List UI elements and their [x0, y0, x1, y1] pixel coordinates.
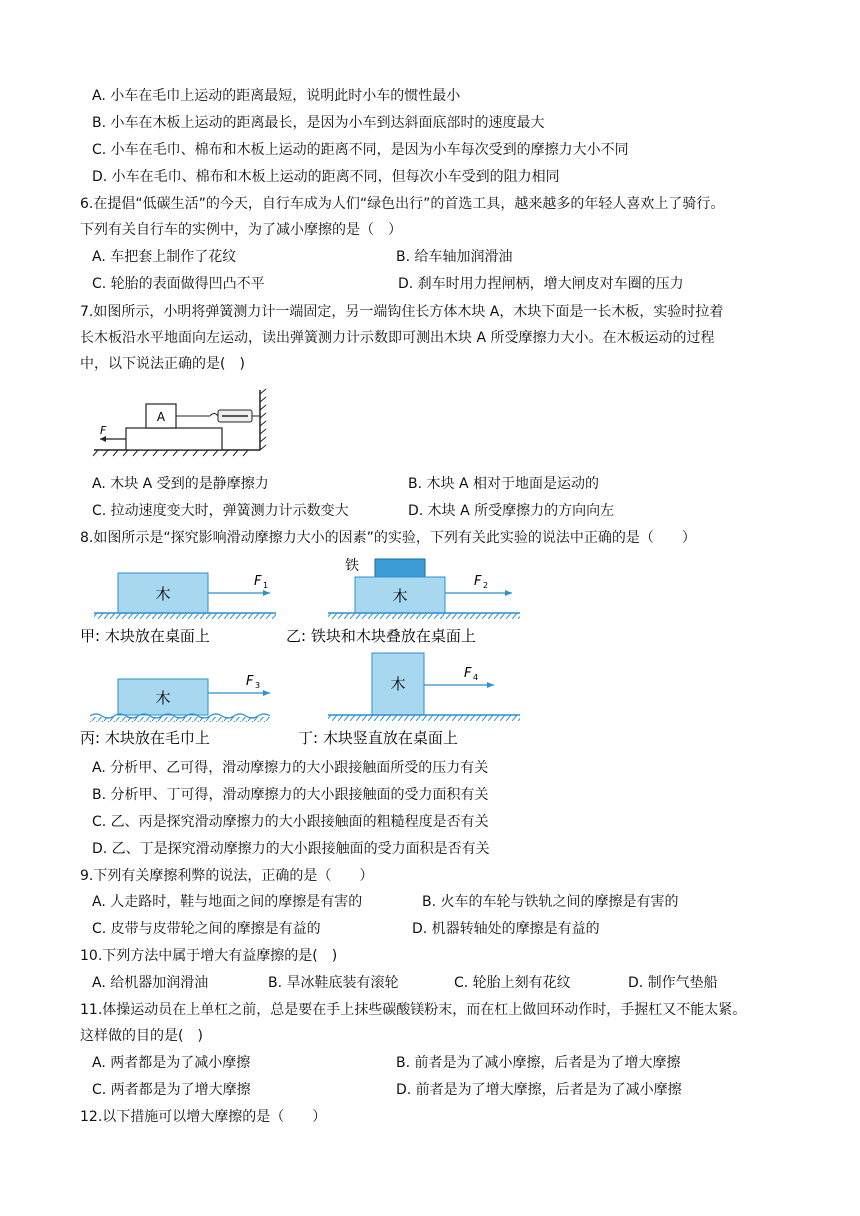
yi-force-label: F	[474, 574, 482, 589]
caption-jia: 甲: 木块放在桌面上	[80, 627, 210, 645]
q6-stem-line1: 6.在提倡“低碳生活”的今天，自行车成为人们“绿色出行”的首选工具，越来越多的年轻人喜欢上了骑行。	[80, 196, 725, 212]
q6-option-b: B. 给车轴加润滑油	[396, 249, 513, 265]
panel-ding	[298, 653, 520, 747]
q12-stem: 12.以下措施可以增大摩擦的是（ ）	[80, 1109, 327, 1125]
q8-figure	[80, 553, 560, 749]
block-a-label: A	[156, 410, 166, 424]
q9-stem: 9.下列有关摩擦利弊的说法，正确的是（ ）	[80, 868, 374, 884]
q7-option-b: B. 木块 A 相对于地面是运动的	[408, 476, 599, 492]
q7-option-c: C. 拉动速度变大时，弹簧测力计示数变大	[92, 503, 349, 519]
q6-stem-line2: 下列有关自行车的实例中，为了减小摩擦的是（ ）	[80, 222, 402, 238]
q5-option-a: A. 小车在毛巾上运动的距离最短，说明此时小车的惯性最小	[92, 88, 461, 104]
q6-option-a: A. 车把套上制作了花纹	[92, 249, 237, 265]
panel-bing	[80, 674, 270, 747]
q7-figure	[90, 388, 270, 460]
force-f-label: F	[100, 424, 107, 437]
q11-stem-line1: 11.体操运动员在上单杠之前，总是要在手上抹些碳酸镁粉末，而在杠上做回环动作时，手握杠又不能太紧。	[80, 1002, 747, 1018]
bing-force-label: F	[246, 674, 254, 689]
q10-option-b: B. 旱冰鞋底装有滚轮	[268, 975, 399, 991]
jia-wood-label: 木	[155, 585, 171, 603]
caption-ding: 丁: 木块竖直放在桌面上	[298, 729, 458, 747]
ding-force-sub: 4	[473, 673, 479, 682]
q11-option-c: C. 两者都是为了增大摩擦	[92, 1082, 251, 1098]
q10-option-d: D. 制作气垫船	[628, 975, 718, 991]
q5-option-c: C. 小车在毛巾、棉布和木板上运动的距离不同，是因为小车每次受到的摩擦力大小不同	[92, 142, 629, 158]
q9-option-c: C. 皮带与皮带轮之间的摩擦是有益的	[92, 921, 321, 937]
q11-option-a: A. 两者都是为了减小摩擦	[92, 1055, 251, 1071]
q7-stem-line3: 中，以下说法正确的是( )	[80, 356, 245, 372]
q7-option-d: D. 木块 A 所受摩擦力的方向向左	[408, 503, 615, 519]
q7-stem-line1: 7.如图所示，小明将弹簧测力计一端固定，另一端钩住长方体木块 A，木块下面是一长木板，实验时拉着	[80, 304, 724, 320]
q8-option-b: B. 分析甲、丁可得，滑动摩擦力的大小跟接触面的受力面积有关	[92, 787, 489, 803]
q6-option-c: C. 轮胎的表面做得凹凸不平	[92, 276, 265, 292]
q8-stem: 8.如图所示是“探究影响滑动摩擦力大小的因素”的实验，下列有关此实验的说法中正确的是（ ）	[80, 530, 696, 546]
q10-option-c: C. 轮胎上刻有花纹	[454, 975, 571, 991]
ding-wood-label: 木	[390, 675, 406, 693]
q8-option-a: A. 分析甲、乙可得，滑动摩擦力的大小跟接触面所受的压力有关	[92, 760, 489, 776]
caption-yi: 乙: 铁块和木块叠放在桌面上	[286, 627, 476, 645]
q11-option-d: D. 前者是为了增大摩擦，后者是为了减小摩擦	[396, 1082, 682, 1098]
long-board	[126, 428, 222, 450]
yi-wood-label: 木	[392, 587, 408, 605]
q5-option-b: B. 小车在木板上运动的距离最长，是因为小车到达斜面底部时的速度最大	[92, 115, 545, 131]
bing-wood-label: 木	[155, 689, 171, 707]
q6-option-d: D. 刹车时用力捏闸柄，增大闸皮对车圈的压力	[398, 276, 684, 292]
q11-option-b: B. 前者是为了减小摩擦，后者是为了增大摩擦	[396, 1055, 681, 1071]
jia-force-sub: 1	[263, 581, 269, 590]
caption-bing: 丙: 木块放在毛巾上	[80, 729, 210, 747]
q8-option-c: C. 乙、丙是探究滑动摩擦力的大小跟接触面的粗糙程度是否有关	[92, 814, 489, 830]
q5-option-d: D. 小车在毛巾、棉布和木板上运动的距离不同，但每次小车受到的阻力相同	[92, 169, 560, 185]
q9-option-b: B. 火车的车轮与铁轨之间的摩擦是有害的	[422, 894, 679, 910]
q9-option-d: D. 机器转轴处的摩擦是有益的	[412, 921, 600, 937]
bing-force-sub: 3	[255, 681, 261, 690]
yi-iron-label: 铁	[345, 558, 359, 574]
panel-yi	[286, 557, 520, 645]
yi-force-sub: 2	[483, 581, 489, 590]
q9-option-a: A. 人走路时，鞋与地面之间的摩擦是有害的	[92, 894, 363, 910]
panel-jia	[80, 573, 276, 645]
q10-option-a: A. 给机器加润滑油	[92, 975, 209, 991]
q10-stem: 10.下列方法中属于增大有益摩擦的是( )	[80, 948, 338, 964]
q7-stem-line2: 长木板沿水平地面向左运动，读出弹簧测力计示数即可测出木块 A 所受摩擦力大小。在木板运动的过程	[80, 330, 715, 346]
ding-force-label: F	[464, 666, 472, 681]
q11-stem-line2: 这样做的目的是( )	[80, 1028, 203, 1044]
jia-force-label: F	[254, 574, 262, 589]
q8-option-d: D. 乙、丁是探究滑动摩擦力的大小跟接触面的受力面积是否有关	[92, 841, 490, 857]
q7-option-a: A. 木块 A 受到的是静摩擦力	[92, 476, 269, 492]
